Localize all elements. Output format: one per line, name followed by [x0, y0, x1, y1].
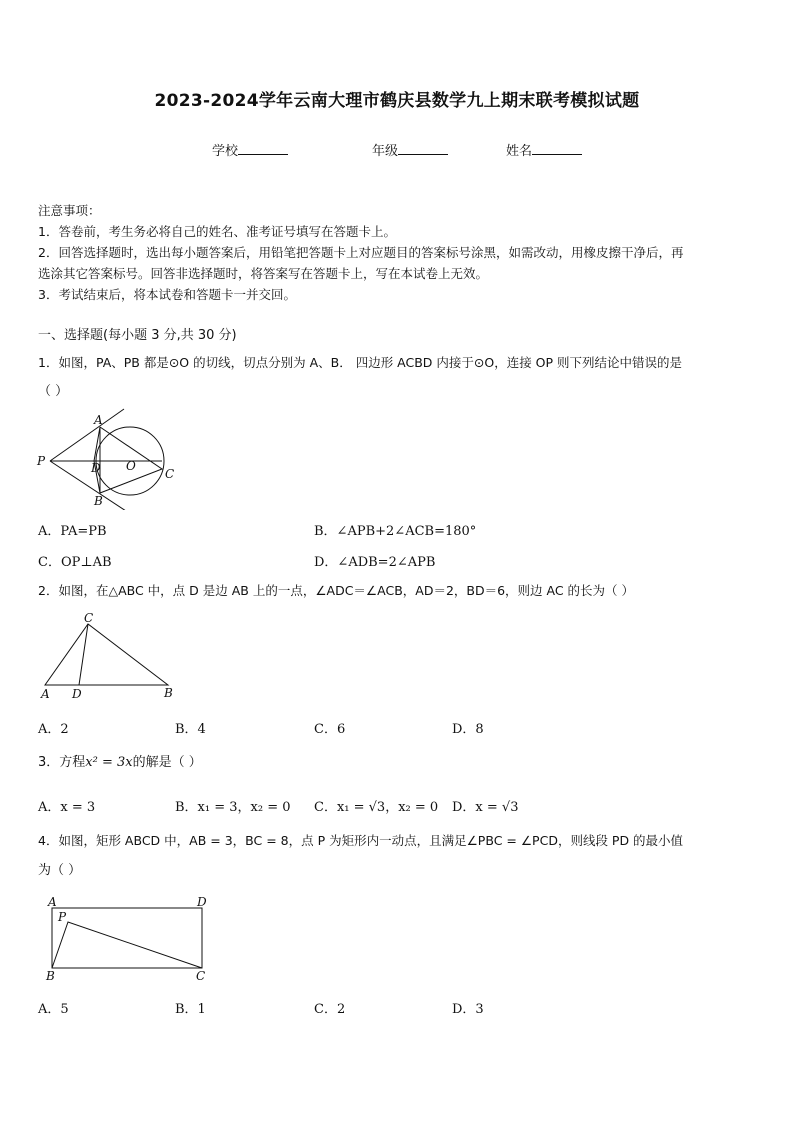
q1-quad-adb: [94, 427, 100, 493]
q1-label-p: P: [37, 454, 46, 468]
q4-segments-pb-pc: [52, 922, 202, 968]
school-blank: [238, 142, 288, 155]
q4-rectangle-abcd: [52, 908, 202, 968]
q4-option-b: B．1: [175, 1002, 206, 1017]
q2-option-c: C．6: [314, 722, 346, 737]
q1-tangent-pa: [50, 409, 124, 461]
q3-stem: [38, 752, 202, 774]
name-field: [506, 140, 582, 159]
q4-label-c: C: [196, 969, 206, 983]
q1-figure: [30, 405, 190, 510]
q2-stem: 2．如图，在△ABC 中，点 D 是边 AB 上的一点，∠ADC＝∠ACB，AD＝2，BD＝6，则边 AC 的长为（ ）: [38, 583, 635, 598]
q1-label-b: B: [94, 494, 103, 508]
q4-option-c: C．2: [314, 1002, 346, 1017]
q2-segment-cd: [79, 624, 88, 685]
q4-stem-paren: 为（ ）: [38, 863, 82, 878]
q3-option-d: D．x = √3: [452, 800, 519, 815]
q2-option-a: A．2: [38, 722, 69, 737]
q3-equation: x² = 3x: [85, 755, 133, 770]
q1-option-c: C．OP⊥AB: [38, 555, 112, 570]
q1-label-d: D: [91, 461, 101, 475]
note-item: 2．回答选择题时，选出每小题答案后，用铅笔把答题卡上对应题目的答案标号涂黑，如需改动，用橡皮擦干净后，再: [38, 245, 684, 260]
note-item: 3．考试结束后，将本试卷和答题卡一并交回。: [38, 287, 296, 302]
q2-option-d: D．8: [452, 722, 484, 737]
grade-field: [372, 140, 448, 159]
name-label: 姓名: [506, 144, 533, 159]
q2-triangle-abc: [45, 624, 168, 685]
note-item: 1．答卷前，考生务必将自己的姓名、准考证号填写在答题卡上。: [38, 224, 396, 239]
q3-stem-suffix: 的解是（ ）: [132, 755, 202, 770]
grade-blank: [398, 142, 448, 155]
q2-label-d: D: [72, 687, 82, 701]
school-field: [212, 140, 288, 159]
q2-label-a: A: [41, 687, 50, 701]
section-heading: 一、选择题(每小题 3 分,共 30 分): [38, 328, 237, 343]
q3-option-c: C．x₁ = √3，x₂ = 0: [314, 800, 439, 815]
q4-option-d: D．3: [452, 1002, 484, 1017]
note-item: 选涂其它答案标号。回答非选择题时，将答案写在答题卡上，写在本试卷上无效。: [38, 266, 489, 281]
q1-label-a: A: [94, 413, 103, 427]
q1-tangent-pb: [50, 461, 126, 510]
q1-stem: 1．如图，PA、PB 都是⊙O 的切线，切点分别为 A、B． 四边形 ACBD 内接于⊙O，连接 OP 则下列结论中错误的是: [38, 355, 683, 370]
q2-option-b: B．4: [175, 722, 206, 737]
q4-label-b: B: [46, 969, 55, 983]
q4-label-p: P: [58, 910, 67, 924]
page-title: 2023-2024学年云南大理市鹤庆县数学九上期末联考模拟试题: [154, 91, 640, 111]
name-blank: [532, 142, 582, 155]
q1-label-c: C: [165, 467, 175, 481]
q3-option-b: B．x₁ = 3，x₂ = 0: [175, 800, 291, 815]
grade-label: 年级: [372, 144, 399, 159]
q4-figure: [38, 892, 218, 984]
notes-heading: 注意事项：: [38, 203, 101, 218]
q1-stem-paren: （ ）: [38, 384, 69, 399]
q4-label-a: A: [48, 895, 57, 909]
q2-label-b: B: [164, 686, 173, 700]
q1-option-a: A．PA=PB: [38, 524, 107, 539]
q4-stem: 4．如图，矩形 ABCD 中，AB = 3，BC = 8，点 P 为矩形内一动点，且满足∠PBC = ∠PCD，则线段 PD 的最小值: [38, 833, 684, 848]
school-label: 学校: [212, 144, 239, 159]
q4-label-d: D: [197, 895, 207, 909]
q2-label-c: C: [84, 611, 94, 625]
q1-option-d: D．∠ADB=2∠APB: [314, 555, 436, 570]
q4-option-a: A．5: [38, 1002, 69, 1017]
q1-label-o: O: [126, 459, 136, 473]
q1-option-b: B．∠APB+2∠ACB=180°: [314, 524, 477, 539]
q3-stem-prefix: 3．方程: [38, 755, 86, 770]
q3-option-a: A．x = 3: [38, 800, 96, 815]
q2-figure: [30, 610, 190, 702]
